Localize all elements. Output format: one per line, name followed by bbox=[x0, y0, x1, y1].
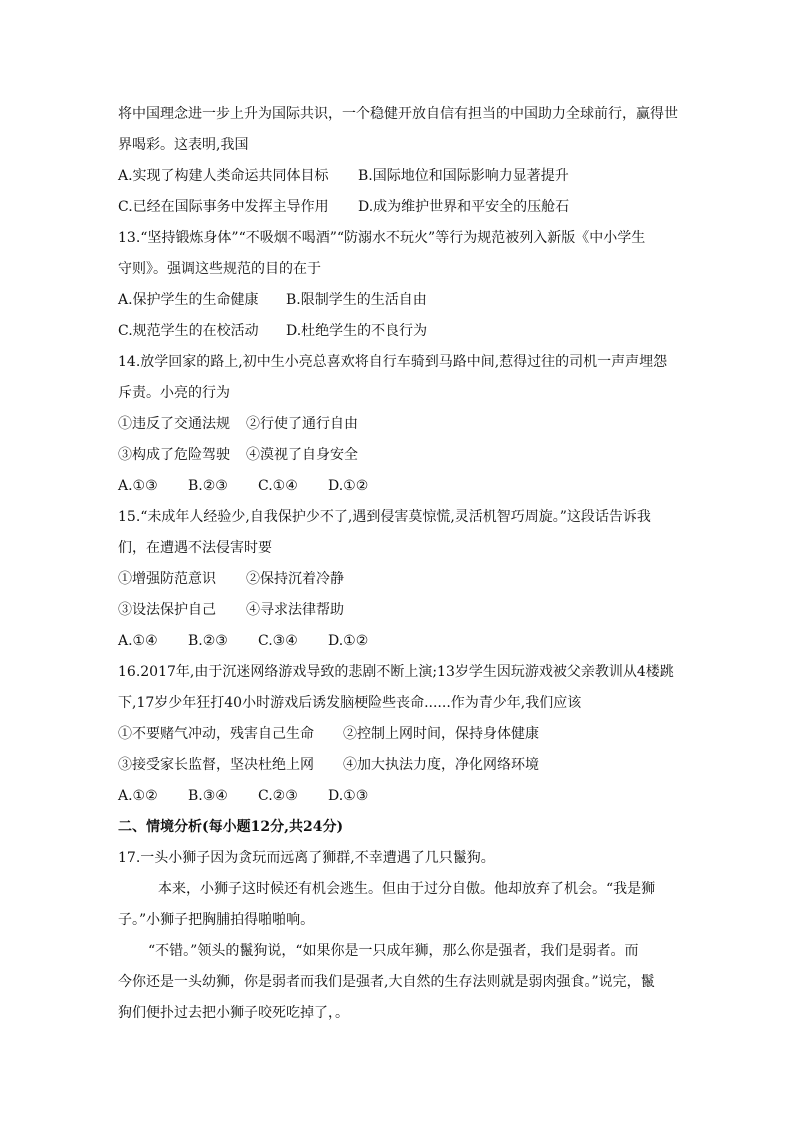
choice-d: D.①② bbox=[328, 633, 369, 649]
option-b: B.国际地位和国际影响力显著提升 bbox=[358, 168, 569, 184]
statement-4: ④加大执法力度，净化网络环境 bbox=[343, 757, 539, 773]
statement-2: ②保持沉着冷静 bbox=[246, 571, 344, 587]
option-row bbox=[118, 192, 678, 223]
choice-a: A.①④ bbox=[118, 633, 158, 649]
choice-b: B.③④ bbox=[188, 788, 228, 804]
option-c: C.已经在国际事务中发挥主导作用 bbox=[118, 199, 329, 215]
option-a: A.实现了构建人类命运共同体目标 bbox=[118, 168, 329, 184]
statement-3: ③设法保护自己 bbox=[118, 602, 216, 618]
statement-1: ①增强防范意识 bbox=[118, 571, 216, 587]
option-row bbox=[118, 316, 678, 347]
question-stem-line: 15.“未成年人经验少,自我保护少不了,遇到侵害莫惊慌,灵活机智巧周旋。”这段话告诉我 bbox=[118, 509, 651, 525]
question-stem-line: 们，在遭遇不法侵害时要 bbox=[118, 540, 272, 556]
story-line: 本来，小狮子这时候还有机会逃生。但由于过分自傲。他却放弃了机会。“我是狮 bbox=[158, 881, 656, 897]
option-d: D.成为维护世界和平安全的压舱石 bbox=[358, 199, 570, 215]
option-b: B.限制学生的生活自由 bbox=[286, 292, 427, 308]
choice-b: B.②③ bbox=[188, 633, 228, 649]
statement-row bbox=[118, 440, 678, 471]
story-line: 子。”小狮子把胸脯拍得啪啪响。 bbox=[118, 912, 315, 928]
option-d: D.杜绝学生的不良行为 bbox=[286, 323, 428, 339]
story-line: “不错。”领头的鬣狗说，“如果你是一只成年狮，那么你是强者，我们是弱者。而 bbox=[148, 943, 639, 959]
choice-a: A.①③ bbox=[118, 478, 158, 494]
choice-d: D.①③ bbox=[328, 788, 369, 804]
choice-a: A.①② bbox=[118, 788, 158, 804]
choice-row bbox=[118, 781, 678, 812]
choice-d: D.①② bbox=[328, 478, 369, 494]
question-15 bbox=[118, 502, 678, 657]
question-14 bbox=[118, 347, 678, 502]
exam-content bbox=[118, 99, 678, 1029]
question-stem-line: 守则》。强调这些规范的目的在于 bbox=[118, 261, 321, 277]
question-13 bbox=[118, 223, 678, 347]
statement-1: ①违反了交通法规 bbox=[118, 416, 230, 432]
option-a: A.保护学生的生命健康 bbox=[118, 292, 259, 308]
choice-c: C.③④ bbox=[258, 633, 298, 649]
story-line: 狗们便扑过去把小狮子咬死吃掉了，。 bbox=[118, 1005, 349, 1021]
option-c: C.规范学生的在校活动 bbox=[118, 323, 259, 339]
choice-c: C.①④ bbox=[258, 478, 298, 494]
section-heading: 二、情境分析(每小题12分,共24分) bbox=[118, 819, 344, 835]
statement-4: ④寻求法律帮助 bbox=[246, 602, 344, 618]
choice-row bbox=[118, 626, 678, 657]
option-row bbox=[118, 285, 678, 316]
statement-row bbox=[118, 409, 678, 440]
question-stem-line: 13.“坚持锻炼身体”“不吸烟不喝酒”“防溺水不玩火”等行为规范被列入新版《中小学生 bbox=[118, 230, 646, 246]
question-stem-line: 16.2017年,由于沉迷网络游戏导致的悲剧不断上演;13岁学生因玩游戏被父亲教训从4楼跳 bbox=[118, 664, 674, 680]
question-stem-line: 将中国理念进一步上升为国际共识，一个稳健开放自信有担当的中国助力全球前行，赢得世 bbox=[118, 106, 678, 122]
statement-2: ②控制上网时间，保持身体健康 bbox=[343, 726, 539, 742]
choice-b: B.②③ bbox=[188, 478, 228, 494]
statement-2: ②行使了通行自由 bbox=[246, 416, 358, 432]
question-16 bbox=[118, 657, 678, 812]
choice-row bbox=[118, 471, 678, 502]
choice-c: C.②③ bbox=[258, 788, 298, 804]
statement-row bbox=[118, 595, 678, 626]
question-stem-line: 14.放学回家的路上,初中生小亮总喜欢将自行车骑到马路中间,惹得过往的司机一声声埋怨 bbox=[118, 354, 668, 370]
statement-3: ③接受家长监督，坚决杜绝上网 bbox=[118, 757, 314, 773]
statement-1: ①不要赌气冲动，残害自己生命 bbox=[118, 726, 314, 742]
question-12-continuation bbox=[118, 99, 678, 223]
question-stem-line: 下,17岁少年狂打40小时游戏后诱发脑梗险些丧命......作为青少年,我们应该 bbox=[118, 695, 582, 711]
statement-3: ③构成了危险驾驶 bbox=[118, 447, 230, 463]
story-line: 今你还是一头幼狮，你是弱者而我们是强者,大自然的生存法则就是弱肉强食。”说完，鬣 bbox=[118, 974, 655, 990]
statement-4: ④漠视了自身安全 bbox=[246, 447, 358, 463]
question-intro: 17.一头小狮子因为贪玩而远离了狮群,不幸遭遇了几只鬣狗。 bbox=[118, 850, 495, 866]
option-row bbox=[118, 161, 678, 192]
question-stem-line: 界喝彩。这表明,我国 bbox=[118, 137, 249, 153]
statement-row bbox=[118, 719, 678, 750]
question-17 bbox=[118, 843, 678, 1029]
statement-row bbox=[118, 564, 678, 595]
question-stem-line: 斥责。小亮的行为 bbox=[118, 385, 230, 401]
statement-row bbox=[118, 750, 678, 781]
